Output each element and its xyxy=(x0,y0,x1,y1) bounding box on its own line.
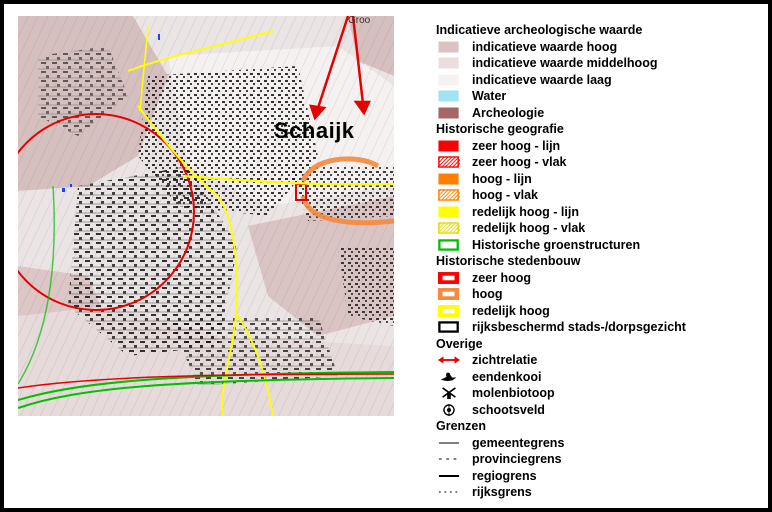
legend-item-label: redelijk hoog xyxy=(472,303,550,318)
legend-item xyxy=(436,88,766,105)
legend-swatch xyxy=(438,222,460,234)
legend-item xyxy=(436,468,766,485)
legend-item-label: zeer hoog - vlak xyxy=(472,155,567,169)
legend-item xyxy=(436,220,766,237)
legend-item xyxy=(436,105,766,122)
place-label: Schaijk xyxy=(274,118,355,143)
legend-item-label: hoog xyxy=(472,287,503,301)
target-icon xyxy=(438,404,460,416)
map-figure xyxy=(4,4,768,508)
legend-item xyxy=(436,55,766,72)
map-svg xyxy=(18,16,394,416)
legend-section-heading: Historische stedenbouw xyxy=(436,254,581,268)
legend-item xyxy=(436,451,766,468)
legend-swatch xyxy=(438,140,460,152)
legend-item xyxy=(436,237,766,254)
legend-item xyxy=(436,286,766,303)
legend-swatch xyxy=(438,272,460,284)
legend-section-heading: Overige xyxy=(436,336,483,351)
legend-item xyxy=(436,138,766,155)
legend-item-label: rijksbeschermd stads-/dorpsgezicht xyxy=(472,320,686,334)
legend-swatch xyxy=(438,90,460,102)
legend-item xyxy=(436,204,766,221)
legend-item-label: zeer hoog xyxy=(472,270,532,285)
legend-item-label: eendenkooi xyxy=(472,369,542,384)
legend-item-label: hoog - vlak xyxy=(472,188,538,202)
legend-item-label: Archeologie xyxy=(472,105,545,120)
legend-swatch xyxy=(438,173,460,185)
legend-item xyxy=(436,154,766,171)
legend xyxy=(436,22,766,501)
windmill-icon xyxy=(438,387,460,399)
legend-item xyxy=(436,303,766,320)
legend-item-label: Historische groenstructuren xyxy=(472,237,641,252)
legend-item-label: regiogrens xyxy=(472,468,537,483)
legend-item-label: redelijk hoog - vlak xyxy=(472,221,586,235)
legend-swatch xyxy=(438,288,460,300)
legend-swatch xyxy=(438,206,460,218)
duck-icon xyxy=(438,371,460,383)
legend-item-label: rijksgrens xyxy=(472,485,532,499)
legend-swatch xyxy=(438,486,460,498)
legend-swatch xyxy=(438,239,460,251)
legend-item-label: provinciegrens xyxy=(472,452,562,466)
legend-item-label: redelijk hoog - lijn xyxy=(472,204,579,219)
legend-item xyxy=(436,187,766,204)
legend-item xyxy=(436,352,766,369)
legend-item-label: Water xyxy=(472,89,507,103)
double-arrow-icon xyxy=(438,354,460,366)
legend-item xyxy=(436,369,766,386)
legend-swatch xyxy=(438,57,460,69)
legend-item xyxy=(436,72,766,89)
legend-swatch xyxy=(438,437,460,449)
legend-swatch xyxy=(438,305,460,317)
legend-item-label: indicatieve waarde middelhoog xyxy=(472,56,658,70)
legend-item-label: molenbiotoop xyxy=(472,386,555,400)
legend-item-label: zichtrelatie xyxy=(472,353,538,367)
legend-item-label: zeer hoog - lijn xyxy=(472,138,561,153)
legend-item-label: indicatieve waarde hoog xyxy=(472,39,618,54)
legend-item xyxy=(436,402,766,419)
legend-section-heading: Indicatieve archeologische waarde xyxy=(436,23,643,37)
legend-swatch xyxy=(438,470,460,482)
legend-item xyxy=(436,270,766,287)
corner-label: Groo xyxy=(348,16,371,26)
legend-section-heading: Grenzen xyxy=(436,419,487,433)
legend-section-heading: Historische geografie xyxy=(436,122,564,136)
map-panel xyxy=(18,16,394,416)
legend-item xyxy=(436,319,766,336)
legend-swatch xyxy=(438,74,460,86)
legend-swatch xyxy=(438,321,460,333)
legend-swatch xyxy=(438,453,460,465)
legend-item-label: indicatieve waarde laag xyxy=(472,72,612,87)
legend-swatch xyxy=(438,189,460,201)
legend-item xyxy=(436,435,766,452)
legend-item xyxy=(436,385,766,402)
legend-item xyxy=(436,171,766,188)
legend-item-label: schootsveld xyxy=(472,402,545,417)
legend-swatch xyxy=(438,107,460,119)
legend-swatch xyxy=(438,41,460,53)
legend-item-label: gemeentegrens xyxy=(472,435,565,450)
legend-item xyxy=(436,39,766,56)
legend-swatch xyxy=(438,156,460,168)
legend-item xyxy=(436,484,766,501)
legend-item-label: hoog - lijn xyxy=(472,171,532,186)
